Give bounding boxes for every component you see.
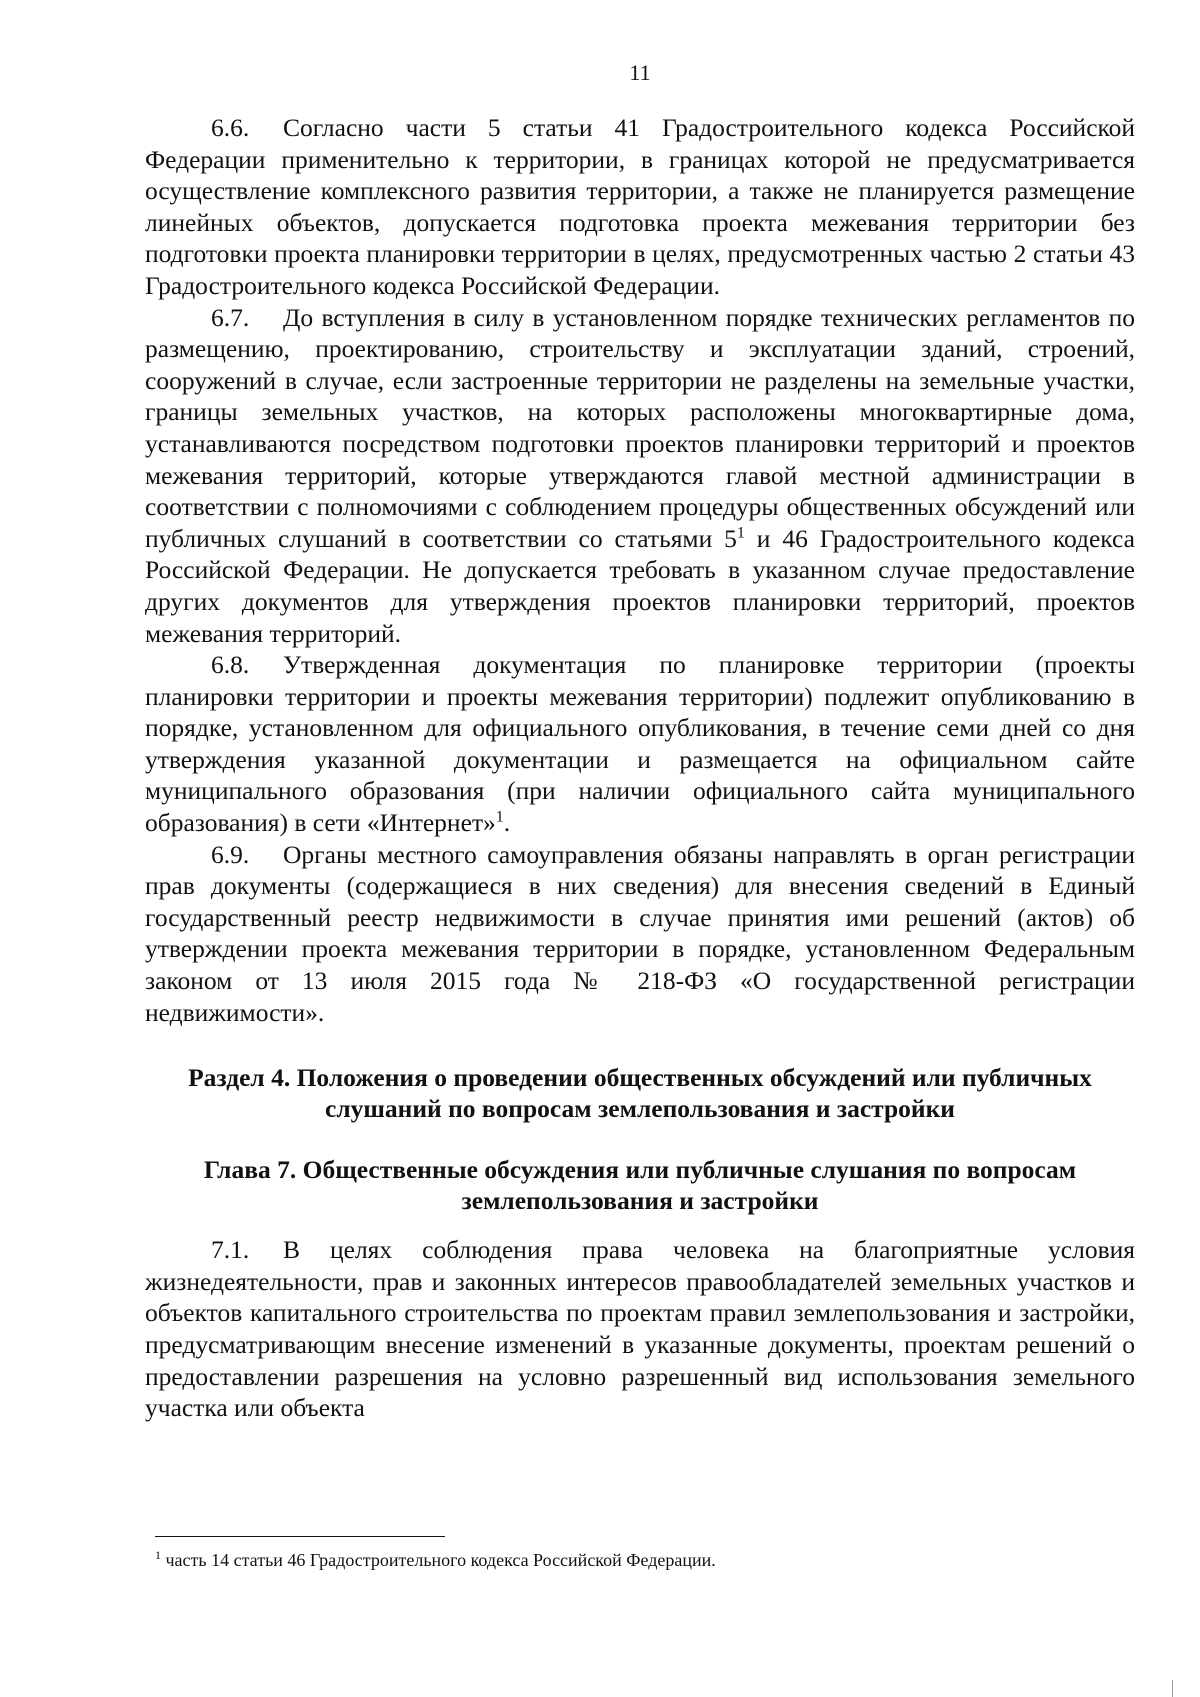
footnote-divider [155, 1536, 445, 1537]
paragraph-6-8 [145, 649, 1135, 839]
scan-edge-mark [1172, 1680, 1173, 1697]
paragraph-6-6 [145, 112, 1135, 302]
paragraph-6-9 [145, 839, 1135, 1029]
footnote [155, 1548, 1115, 1572]
paragraph-number: 6.8. [211, 650, 250, 680]
paragraph-text-continued: и 46 Градостроительного кодекса Российской Федерации. Не допускается требовать в указанном случае предоставление других документов для утверждения проектов планировки территорий, проектов межевания территорий. [145, 523, 1135, 648]
paragraph-number: 6.9. [211, 839, 250, 869]
paragraph-text: В целях соблюдения права человека на благоприятные условия жизнедеятельности, прав и законных интересов правообладателей земельных участков и объектов капитального строительства по проектам правил землепользования и застройки, предусматривающим внесение изменений в указанные документы, проектам решений о предоставлении разрешения на условно разрешенный вид использования земельного участка или объекта [145, 1235, 1135, 1423]
paragraph-text: Органы местного самоуправления обязаны направлять в орган регистрации прав документы (содержащиеся в них сведения) для внесения сведений в Единый государственный реестр недвижимости в случае принятия ими решений (актов) об утверждении проекта межевания территории в порядке, установленном Федеральным законом от 13 июля 2015 года № 218-ФЗ «О государственной регистрации недвижимости». [145, 839, 1135, 1027]
paragraph-text: Согласно части 5 статьи 41 Градостроительного кодекса Российской Федерации применительно к территории, в границах которой не предусматривается осуществление комплексного развития территории, а также не планируется размещение линейных объектов, допускается подготовка проекта межевания территории без подготовки проекта планировки территории в целях, предусмотренных частью 2 статьи 43 Градостроительного кодекса Российской Федерации. [145, 113, 1135, 300]
page-number: 11 [629, 60, 651, 85]
chapter-heading: Глава 7. Общественные обсуждения или публичные слушания по вопросам землепользования и застройки [203, 1155, 1077, 1216]
paragraph-text-continued: . [503, 808, 511, 838]
document-body [145, 112, 1135, 1424]
footnote-text: часть 14 статьи 46 Градостроительного кодекса Российской Федерации. [161, 1550, 716, 1570]
footnote-reference: 1 [495, 808, 504, 826]
footnote-reference: 1 [736, 524, 745, 542]
paragraph-number: 6.7. [211, 302, 250, 332]
document-page [145, 0, 1135, 1697]
paragraph-text: Утвержденная документация по планировке территории (проекты планировки территории и проекты межевания территории) подлежит опубликованию в порядке, установленном для официального опубликования, в течение семи дней со дня утверждения указанной документации и размещается на официальном сайте муниципального образования (при наличии официального сайта муниципального образования) в сети «Интернет» [145, 650, 1135, 838]
paragraph-text: До вступления в силу в установленном порядке технических регламентов по размещению, проектированию, строительству и эксплуатации зданий, строений, сооружений в случае, если застроенные территории не разделены на земельные участки, границы земельных участков, на которых расположены многоквартирные дома, устанавливаются посредством подготовки проектов планировки территорий и проектов межевания территорий, которые утверждаются главой местной администрации в соответствии с полномочиями с соблюдением процедуры общественных обсуждений или публичных слушаний в соответствии со статьями 5 [145, 302, 1135, 553]
paragraph-7-1 [145, 1234, 1135, 1424]
paragraph-6-7 [145, 302, 1135, 650]
paragraph-number: 7.1. [211, 1235, 250, 1265]
paragraph-number: 6.6. [211, 113, 250, 142]
footnote-mark: 1 [155, 1548, 161, 1562]
section-heading: Раздел 4. Положения о проведении общественных обсуждений или публичных слушаний по вопросам землепользования и застройки [188, 1063, 1092, 1124]
